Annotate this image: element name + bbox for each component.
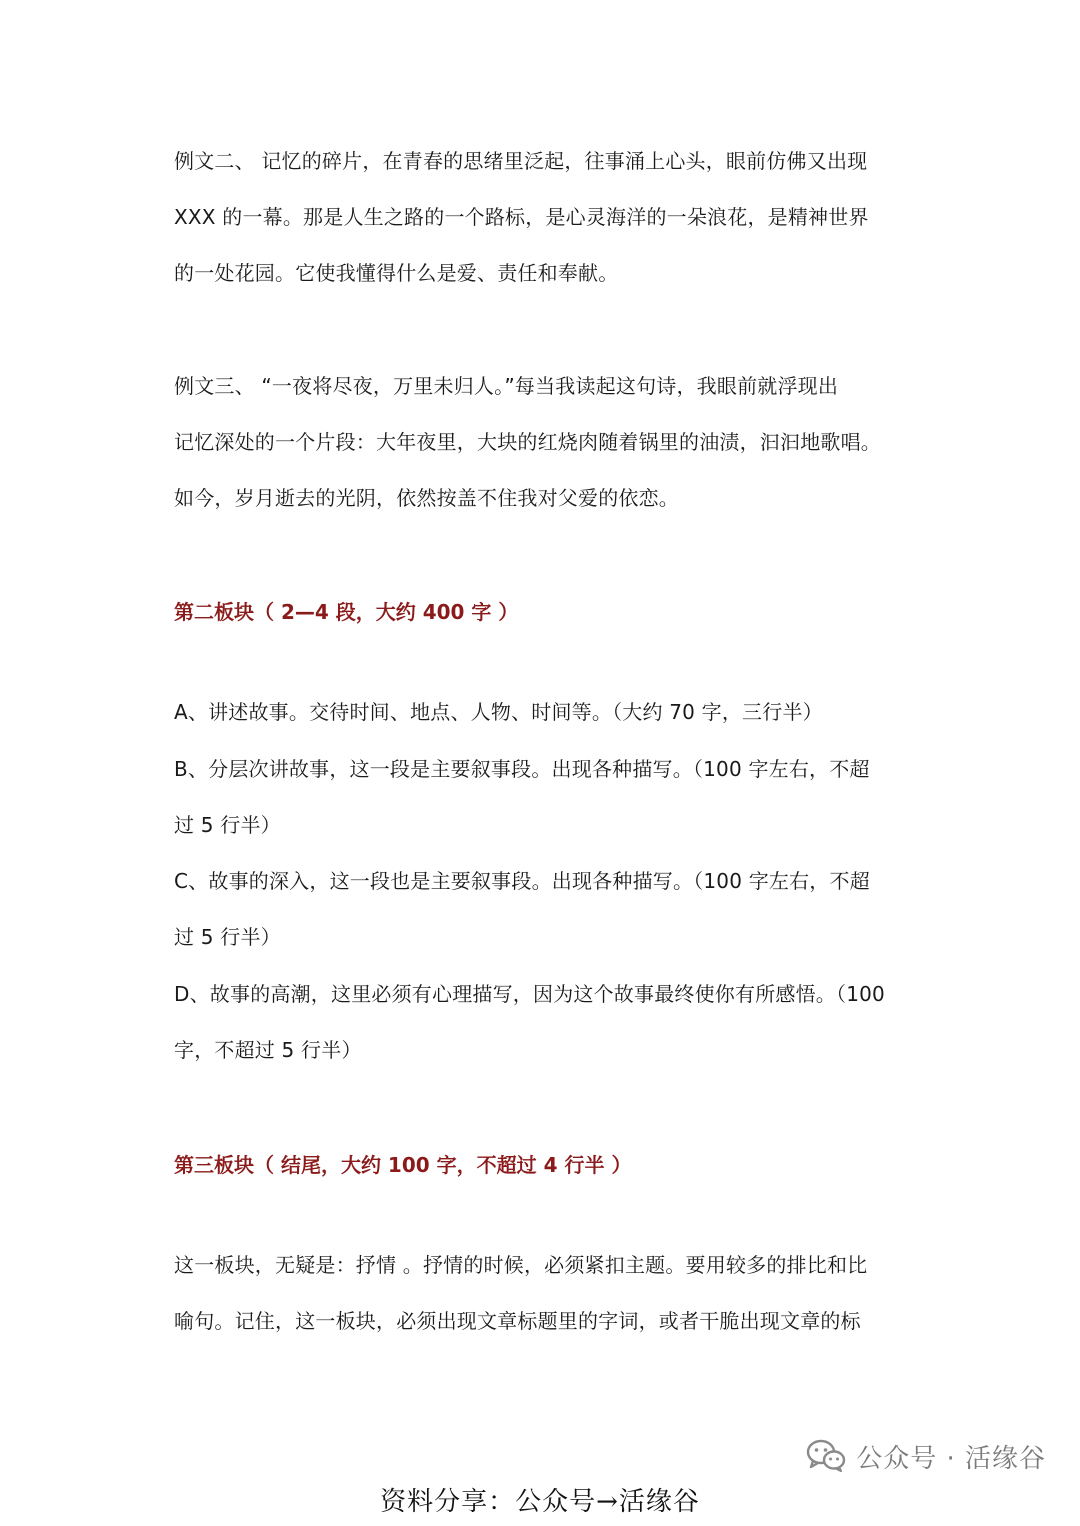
- section2-item-d-line-2: 字，不超过 5 行半）: [174, 1038, 362, 1062]
- section2-item-b-line-2: 过 5 行半）: [174, 813, 281, 837]
- example2-line-3: 的一处花园。它使我懂得什么是爱、责任和奉献。: [174, 261, 619, 285]
- section2-item-d-line-1: D、故事的高潮，这里必须有心理描写，因为这个故事最终使你有所感悟。（100: [174, 982, 885, 1006]
- footer-share-text: 资料分享：公众号→活缘谷: [380, 1487, 700, 1517]
- section3-line-1: 这一板块，无疑是：抒情 。抒情的时候，必须紧扣主题。要用较多的排比和比: [174, 1253, 868, 1277]
- wechat-icon: [806, 1439, 846, 1473]
- section3-line-2: 喻句。记住，这一板块，必须出现文章标题里的字词，或者干脆出现文章的标: [174, 1309, 861, 1333]
- section3-heading: 第三板块（ 结尾，大约 100 字，不超过 4 行半 ）: [174, 1153, 632, 1177]
- example3-line-1: 例文三、 “一夜将尽夜，万里未归人。”每当我读起这句诗，我眼前就浮现出: [174, 374, 839, 398]
- section2-item-a: A、讲述故事。交待时间、地点、人物、时间等。（大约 70 字，三行半）: [174, 700, 823, 724]
- example3-line-3: 如今，岁月逝去的光阴，依然按盖不住我对父爱的依恋。: [174, 486, 679, 510]
- watermark-text: 公众号 · 活缘谷: [856, 1443, 1046, 1474]
- section2-heading: 第二板块（ 2—4 段，大约 400 字 ）: [174, 600, 519, 624]
- example3-line-2: 记忆深处的一个片段：大年夜里，大块的红烧肉随着锅里的油渍，汩汩地歌唱。: [174, 430, 881, 454]
- section2-item-c-line-2: 过 5 行半）: [174, 925, 281, 949]
- section2-item-c-line-1: C、故事的深入，这一段也是主要叙事段。出现各种描写。（100 字左右，不超: [174, 869, 870, 893]
- example2-line-2: XXX 的一幕。那是人生之路的一个路标，是心灵海洋的一朵浪花，是精神世界: [174, 205, 869, 229]
- wechat-watermark: [806, 1434, 1046, 1478]
- section2-item-b-line-1: B、分层次讲故事，这一段是主要叙事段。出现各种描写。（100 字左右，不超: [174, 757, 870, 781]
- example2-line-1: 例文二、 记忆的碎片，在青春的思绪里泛起，往事涌上心头，眼前仿佛又出现: [174, 149, 868, 173]
